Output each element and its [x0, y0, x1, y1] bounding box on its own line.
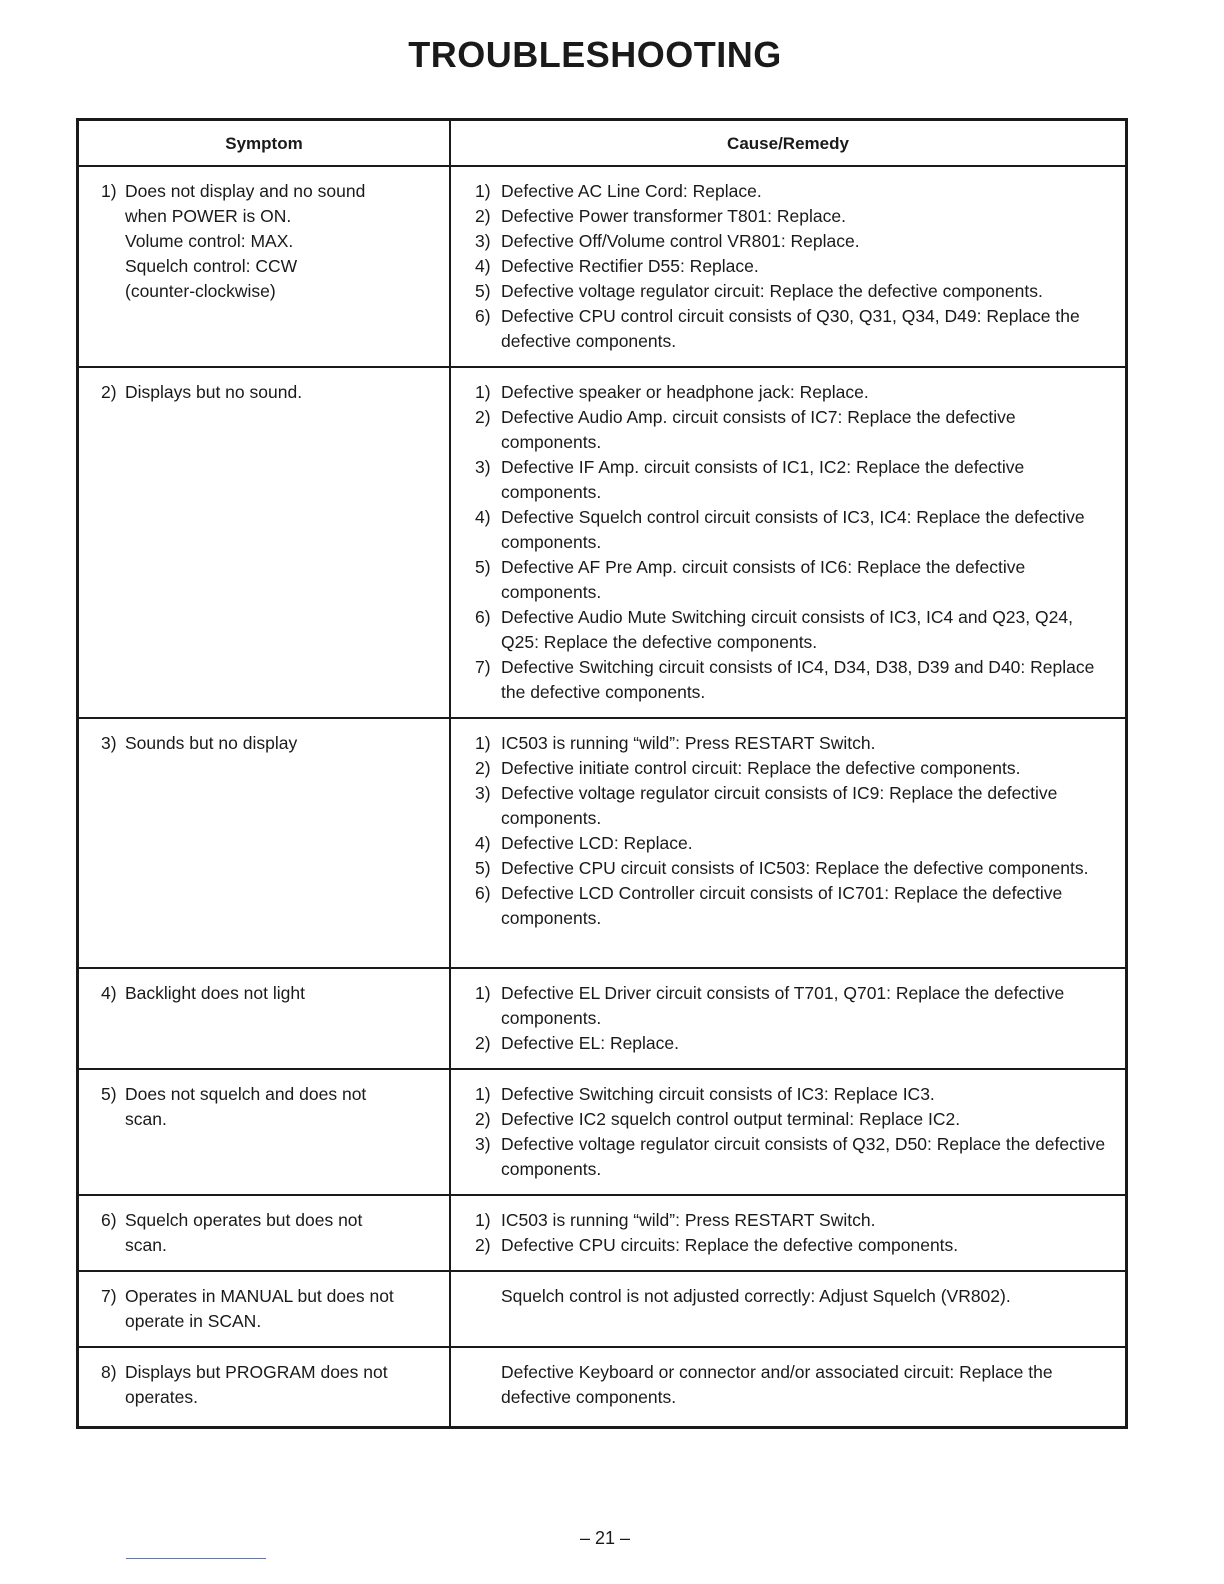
remedy-item	[475, 304, 1109, 354]
remedy-number: 4)	[475, 507, 491, 527]
symptom-text: Backlight does not light	[125, 983, 305, 1003]
table-row	[78, 718, 1127, 968]
remedy-number: 4)	[475, 833, 491, 853]
remedy-item	[475, 981, 1109, 1031]
symptom-number: 8)	[101, 1362, 117, 1382]
remedy-number: 3)	[475, 457, 491, 477]
symptom-cell	[78, 166, 451, 367]
remedy-text: Defective Squelch control circuit consists of IC3, IC4: Replace the defective components.	[501, 507, 1085, 552]
remedy-item	[475, 405, 1109, 455]
page-number: – 21 –	[579, 1528, 631, 1548]
remedy-item	[475, 1132, 1109, 1182]
remedy-cell	[450, 166, 1127, 367]
remedy-text: Defective Rectifier D55: Replace.	[501, 256, 759, 276]
remedy-text: Defective voltage regulator circuit consists of IC9: Replace the defective components.	[501, 783, 1058, 828]
remedy-text: Defective AF Pre Amp. circuit consists of IC6: Replace the defective components.	[501, 557, 1026, 602]
symptom-cell	[78, 968, 451, 1069]
remedy-text: Defective CPU circuit consists of IC503: Replace the defective components.	[501, 858, 1089, 878]
symptom-text: Does not display and no sound when POWER is ON. Volume control: MAX. Squelch control: CCW (counter-clockwise)	[125, 181, 366, 301]
remedy-text: Defective Off/Volume control VR801: Replace.	[501, 231, 860, 251]
footer-line	[126, 1558, 266, 1559]
remedy-item	[475, 831, 1109, 856]
remedy-list	[475, 981, 1109, 1056]
symptom-text: Operates in MANUAL but does not operate in SCAN.	[125, 1286, 394, 1331]
remedy-text: Defective IF Amp. circuit consists of IC1, IC2: Replace the defective components.	[501, 457, 1025, 502]
symptom-text: Displays but no sound.	[125, 382, 303, 402]
symptom-text: Does not squelch and does not scan.	[125, 1084, 367, 1129]
remedy-cell	[450, 718, 1127, 968]
remedy-number: 3)	[475, 783, 491, 803]
remedy-text: Defective LCD Controller circuit consists of IC701: Replace the defective components.	[501, 883, 1063, 928]
remedy-number: 6)	[475, 607, 491, 627]
symptom-number: 7)	[101, 1286, 117, 1306]
remedy-text: Defective Audio Amp. circuit consists of IC7: Replace the defective components.	[501, 407, 1016, 452]
symptom-text: Squelch operates but does not scan.	[125, 1210, 363, 1255]
symptom-number: 4)	[101, 983, 117, 1003]
remedy-item	[475, 555, 1109, 605]
remedy-item	[475, 881, 1109, 931]
remedy-number: 1)	[475, 181, 491, 201]
remedy-number: 7)	[475, 657, 491, 677]
remedy-number: 2)	[475, 1109, 491, 1129]
remedy-item	[475, 1082, 1109, 1107]
remedy-list	[475, 1208, 1109, 1258]
troubleshooting-table	[76, 118, 1128, 1429]
table-row	[78, 166, 1127, 367]
remedy-text: IC503 is running “wild”: Press RESTART Switch.	[501, 1210, 876, 1230]
remedy-text: Defective CPU circuits: Replace the defective components.	[501, 1235, 959, 1255]
remedy-cell	[450, 367, 1127, 718]
remedy-item	[475, 1031, 1109, 1056]
symptom-text: Displays but PROGRAM does not operates.	[125, 1362, 388, 1407]
remedy-number: 1)	[475, 1210, 491, 1230]
remedy-item	[475, 756, 1109, 781]
remedy-cell	[450, 1069, 1127, 1195]
symptom-number: 2)	[101, 382, 117, 402]
remedy-number: 1)	[475, 983, 491, 1003]
symptom-text: Sounds but no display	[125, 733, 298, 753]
remedy-number: 5)	[475, 281, 491, 301]
remedy-item	[475, 279, 1109, 304]
remedy-list	[475, 731, 1109, 931]
remedy-list	[475, 1082, 1109, 1182]
remedy-number: 2)	[475, 1235, 491, 1255]
remedy-number: 3)	[475, 231, 491, 251]
remedy-text: Defective voltage regulator circuit: Replace the defective components.	[501, 281, 1043, 301]
remedy-cell	[450, 1347, 1127, 1427]
remedy-number: 6)	[475, 883, 491, 903]
symptom-cell	[78, 1347, 451, 1427]
table-row	[78, 1271, 1127, 1347]
remedy-number: 2)	[475, 206, 491, 226]
remedy-item	[475, 179, 1109, 204]
remedy-list	[475, 380, 1109, 705]
remedy-item	[475, 731, 1109, 756]
remedy-item	[475, 856, 1109, 881]
table-header-row	[78, 120, 1127, 167]
remedy-number: 5)	[475, 858, 491, 878]
remedy-number: 1)	[475, 1084, 491, 1104]
remedy-list	[475, 179, 1109, 354]
remedy-item	[475, 1208, 1109, 1233]
remedy-item	[475, 605, 1109, 655]
symptom-cell	[78, 1069, 451, 1195]
remedy-number: 3)	[475, 1134, 491, 1154]
remedy-text: Defective Switching circuit consists of IC4, D34, D38, D39 and D40: Replace the defective components.	[501, 657, 1095, 702]
remedy-cell	[450, 968, 1127, 1069]
remedy-text: Defective Power transformer T801: Replace.	[501, 206, 846, 226]
remedy-number: 6)	[475, 306, 491, 326]
symptom-number: 6)	[101, 1210, 117, 1230]
table-row	[78, 367, 1127, 718]
remedy-text: IC503 is running “wild”: Press RESTART Switch.	[501, 733, 876, 753]
symptom-cell	[78, 1195, 451, 1271]
remedy-item	[475, 380, 1109, 405]
remedy-text: Defective LCD: Replace.	[501, 833, 693, 853]
remedy-text: Defective Audio Mute Switching circuit consists of IC3, IC4 and Q23, Q24, Q25: Replace the defective components.	[501, 607, 1073, 652]
remedy-text: Defective CPU control circuit consists of Q30, Q31, Q34, D49: Replace the defective components.	[501, 306, 1080, 351]
remedy-number: 2)	[475, 1033, 491, 1053]
remedy-item	[475, 455, 1109, 505]
remedy-text: Defective EL Driver circuit consists of T701, Q701: Replace the defective components.	[501, 983, 1065, 1028]
symptom-cell	[78, 718, 451, 968]
remedy-text: Defective EL: Replace.	[501, 1033, 680, 1053]
remedy-item	[475, 1233, 1109, 1258]
remedy-number: 4)	[475, 256, 491, 276]
remedy-text: Squelch control is not adjusted correctly: Adjust Squelch (VR802).	[501, 1286, 1011, 1306]
remedy-item	[475, 254, 1109, 279]
remedy-text: Defective speaker or headphone jack: Replace.	[501, 382, 869, 402]
symptom-number: 3)	[101, 733, 117, 753]
remedy-text: Defective AC Line Cord: Replace.	[501, 181, 762, 201]
symptom-cell	[78, 1271, 451, 1347]
table-row	[78, 1195, 1127, 1271]
remedy-text: Defective voltage regulator circuit consists of Q32, D50: Replace the defective components.	[501, 1134, 1106, 1179]
table-row	[78, 1069, 1127, 1195]
remedy-text: Defective IC2 squelch control output terminal: Replace IC2.	[501, 1109, 961, 1129]
symptom-number: 5)	[101, 1084, 117, 1104]
remedy-item	[475, 505, 1109, 555]
remedy-item	[475, 655, 1109, 705]
table-row	[78, 968, 1127, 1069]
remedy-number: 2)	[475, 758, 491, 778]
remedy-number: 1)	[475, 733, 491, 753]
remedy-text: Defective initiate control circuit: Replace the defective components.	[501, 758, 1021, 778]
remedy-number: 5)	[475, 557, 491, 577]
remedy-item	[475, 204, 1109, 229]
symptom-number: 1)	[101, 181, 117, 201]
remedy-text: Defective Switching circuit consists of IC3: Replace IC3.	[501, 1084, 935, 1104]
remedy-item	[475, 229, 1109, 254]
remedy-item	[475, 1107, 1109, 1132]
remedy-text: Defective Keyboard or connector and/or associated circuit: Replace the defective components.	[501, 1362, 1053, 1407]
remedy-header: Cause/Remedy	[450, 120, 1127, 167]
table-row	[78, 1347, 1127, 1427]
remedy-cell	[450, 1195, 1127, 1271]
remedy-number: 2)	[475, 407, 491, 427]
symptom-cell	[78, 367, 451, 718]
remedy-cell	[450, 1271, 1127, 1347]
symptom-header: Symptom	[78, 120, 451, 167]
remedy-item	[475, 781, 1109, 831]
page-title: TROUBLESHOOTING	[408, 34, 782, 75]
remedy-number: 1)	[475, 382, 491, 402]
